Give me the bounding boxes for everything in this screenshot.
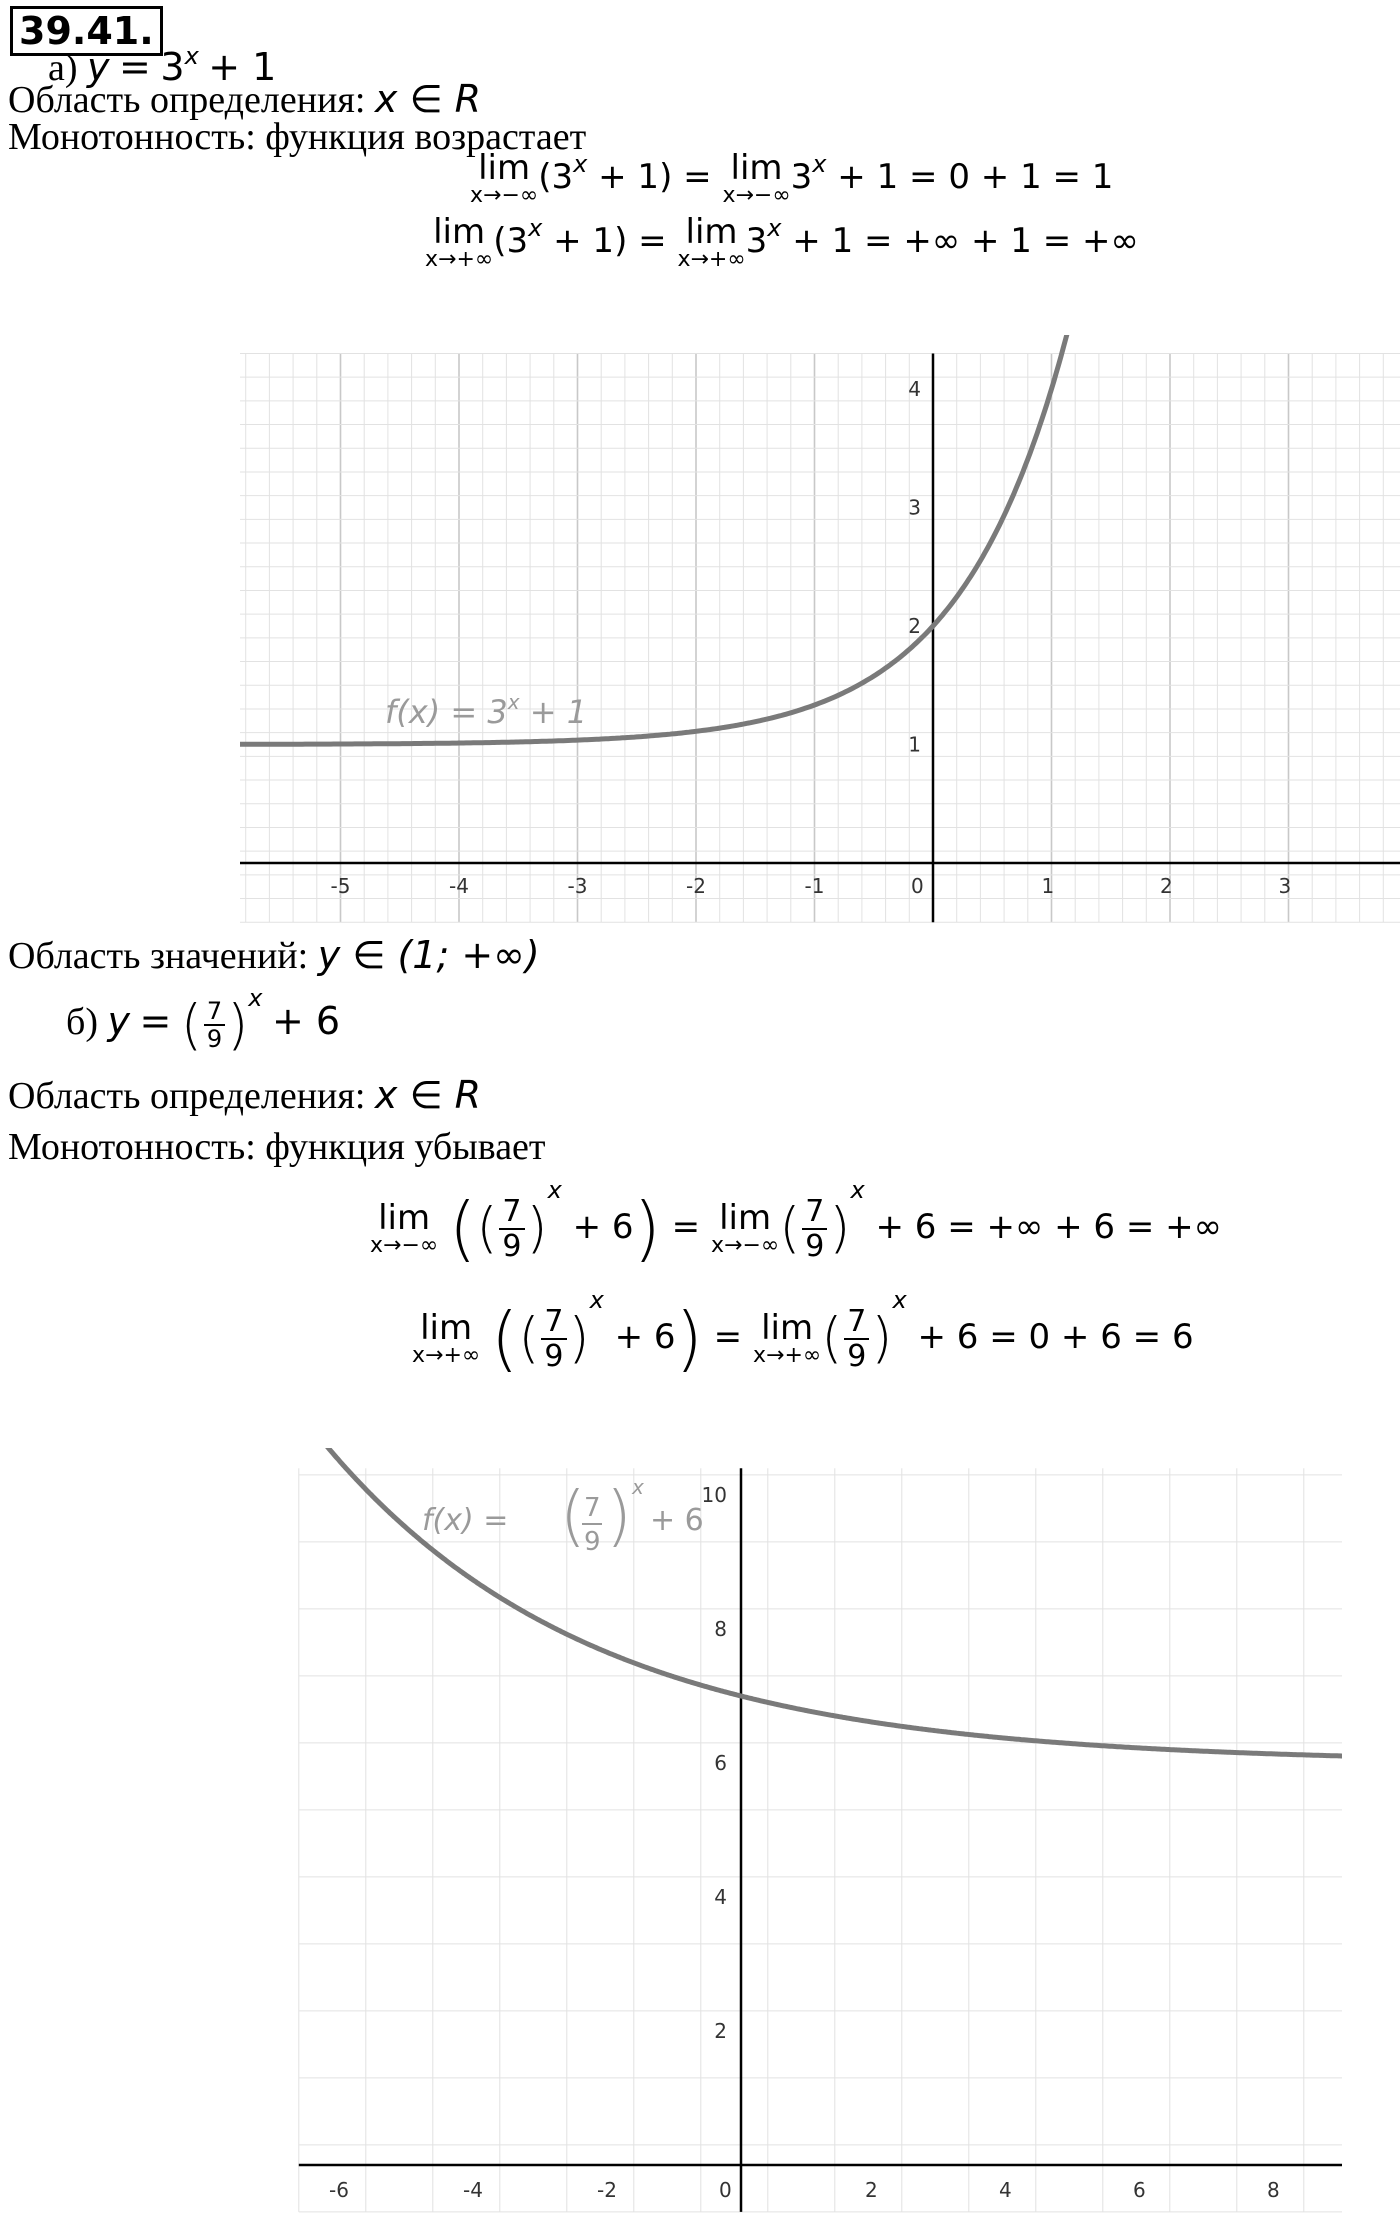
graph-b-grid — [299, 1468, 1342, 2212]
x-tick-label: 2 — [865, 2178, 878, 2202]
x-tick-label: -2 — [597, 2178, 617, 2202]
part-a-exp: x — [184, 42, 199, 70]
lim-operator: lim x→+∞ — [425, 211, 494, 272]
svg-text:7: 7 — [584, 1493, 601, 1523]
y-tick-label: 4 — [908, 377, 921, 401]
lim-operator: lim x→−∞ — [470, 147, 539, 208]
x-tick-label: 3 — [1278, 874, 1292, 898]
x-tick-label: -5 — [330, 874, 351, 898]
svg-text:x: x — [632, 1475, 644, 1499]
domain-value: x ∈ R — [374, 77, 482, 121]
part-b-lhs: y — [107, 999, 130, 1043]
lim-operator: lim x→−∞ — [710, 1197, 780, 1258]
graph-a-grid — [240, 353, 1400, 922]
y-tick-label: 2 — [908, 614, 921, 638]
svg-text:f(x) =: f(x) = — [422, 1503, 509, 1538]
x-tick-label: -6 — [329, 2178, 349, 2202]
y-tick-label: 4 — [714, 1885, 727, 1909]
part-a-lhs: y — [87, 45, 110, 89]
part-b-fraction: $\frac{7}{9}$ — [204, 998, 225, 1053]
part-b-domain — [8, 1073, 482, 1117]
graph-b — [292, 1448, 1342, 2213]
domain-label: Область определения: — [8, 79, 366, 121]
part-b-exp: x — [248, 984, 263, 1012]
part-b-heading: б) y = ( $\frac{7}{9}$ )$^x$ + 6 — [66, 984, 341, 1057]
range-label: Область значений: — [8, 935, 309, 977]
x-tick-label: 0 — [719, 2178, 732, 2202]
part-b-limit-1: lim x→−∞ (( $\frac{7}{9}$ )$^x$ + 6) = lim x→−∞ ( $\frac{7}{9}$ )$^x$ + 6 = +∞ + 6 = +∞ — [370, 1176, 1222, 1270]
y-tick-label: 1 — [908, 732, 921, 757]
x-tick-label: -2 — [686, 874, 706, 898]
graph-b-curve — [326, 1448, 1342, 1756]
part-a-label: а) — [48, 47, 78, 89]
part-b-eq: = — [139, 999, 172, 1043]
x-tick-label: -4 — [449, 874, 469, 898]
part-a-domain — [8, 77, 482, 121]
lim-operator: lim x→−∞ — [722, 147, 791, 208]
svg-text:): ) — [606, 1477, 632, 1554]
x-tick-label: -3 — [567, 874, 588, 898]
part-a-monotonic: Монотонность: функция возрастает — [8, 116, 587, 158]
y-tick-label: 10 — [701, 1483, 727, 1507]
graph-a — [240, 335, 1400, 930]
graph-b-function-label — [422, 1475, 704, 1557]
x-tick-label: 1 — [1041, 874, 1055, 898]
svg-text:+ 6: + 6 — [650, 1503, 704, 1538]
y-tick-label: 6 — [714, 1751, 727, 1775]
svg-text:9: 9 — [584, 1527, 601, 1557]
lim-operator: lim x→+∞ — [412, 1307, 481, 1368]
x-tick-label: 6 — [1133, 2178, 1146, 2202]
problem-number: 39.41. — [10, 6, 163, 56]
part-a-limit-2: lim x→+∞ $(3^x + 1)$ = lim x→+∞ $3^x + 1$ = +∞ + 1 = +∞ — [425, 211, 1139, 272]
domain-value: x ∈ R — [374, 1073, 482, 1117]
lim-operator: lim x→+∞ — [677, 211, 746, 272]
part-a-tail: + 1 — [208, 45, 277, 89]
x-tick-label: 8 — [1267, 2178, 1280, 2202]
graph-b-tick-labels — [329, 1483, 1280, 2202]
x-tick-label: 2 — [1160, 874, 1173, 898]
part-a-eq: = — [119, 45, 151, 89]
part-a-range — [8, 933, 540, 977]
domain-label: Область определения: — [8, 1075, 366, 1117]
graph-b-axes — [299, 1468, 1342, 2212]
lim-operator: lim x→+∞ — [752, 1307, 822, 1368]
part-a-limit-1: lim x→−∞ $(3^x + 1)$ = lim x→−∞ $3^x + 1 = 0 + 1 = 1$ — [470, 147, 1114, 208]
x-tick-label: 0 — [911, 874, 924, 898]
part-b-tail: + 6 — [271, 999, 341, 1043]
part-b-limit-2: lim x→+∞ (( $\frac{7}{9}$ )$^x$ + 6) = lim x→+∞ ( $\frac{7}{9}$ )$^x$ + 6 = 0 + 6 = 6 — [412, 1286, 1194, 1380]
graph-a-function-label: $f(x) = 3^x + 1$ — [385, 690, 588, 731]
part-a-base: 3 — [160, 45, 185, 89]
part-b-monotonic: Монотонность: функция убывает — [8, 1126, 546, 1168]
graph-a-curve — [240, 335, 1073, 744]
part-b-label: б) — [66, 1001, 98, 1043]
y-tick-label: 3 — [908, 495, 921, 520]
x-tick-label: -1 — [804, 874, 825, 898]
x-tick-label: -4 — [463, 2178, 483, 2202]
y-tick-label: 8 — [714, 1617, 727, 1641]
y-tick-label: 2 — [714, 2019, 727, 2043]
svg-text:(: ( — [560, 1477, 586, 1554]
x-tick-label: 4 — [999, 2178, 1012, 2202]
lim-operator: lim x→−∞ — [370, 1197, 439, 1258]
range-value: y ∈ (1; +∞) — [317, 933, 540, 977]
